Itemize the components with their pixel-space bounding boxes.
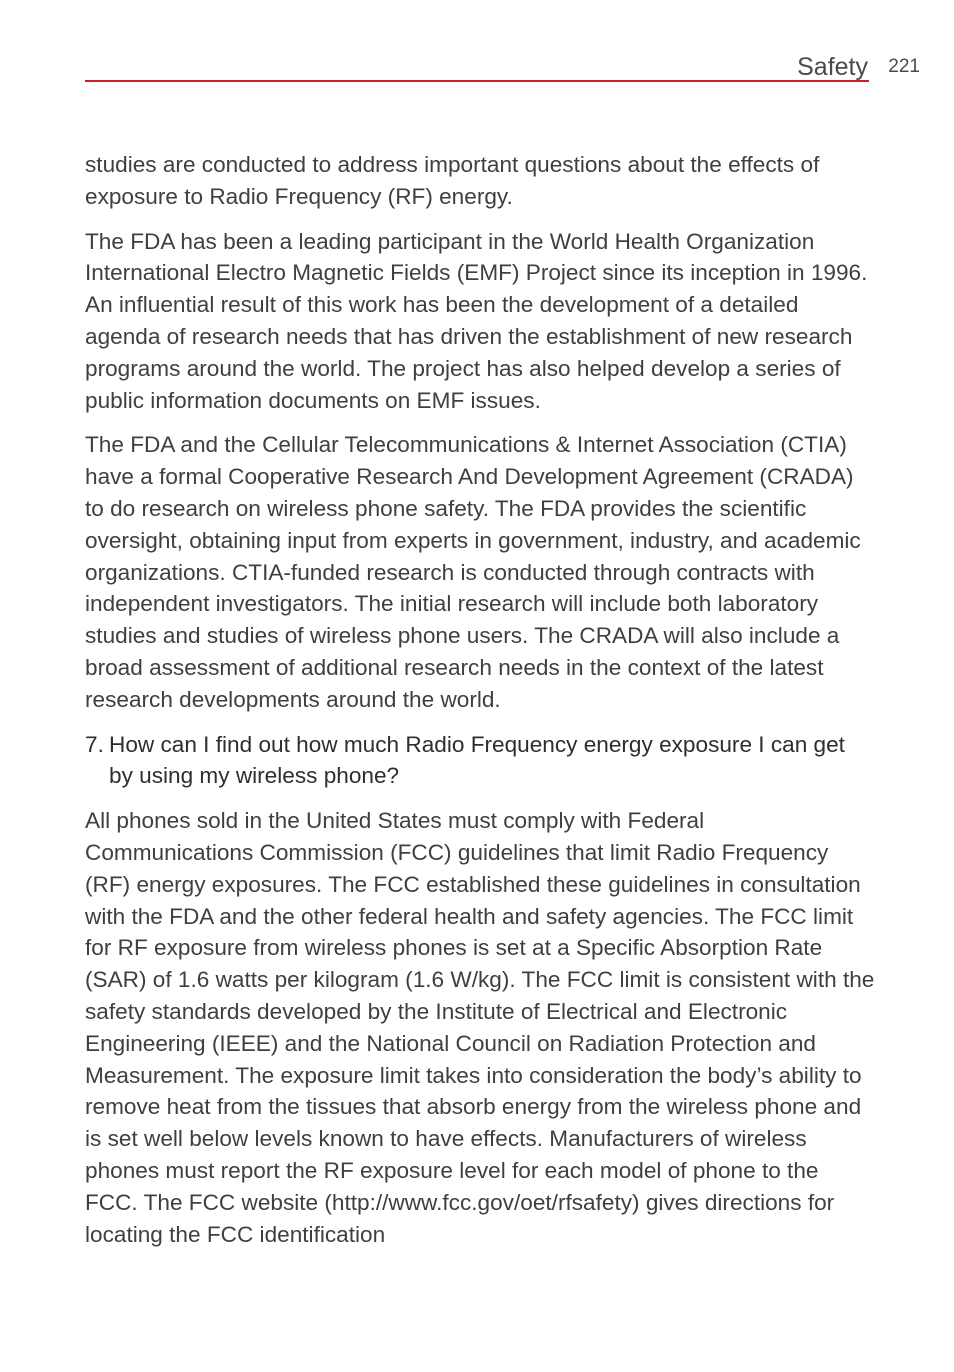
page-body — [85, 149, 875, 1263]
section-title: Safety — [797, 53, 868, 81]
body-paragraph: The FDA and the Cellular Telecommunications & Internet Association (CTIA) have a formal Cooperative Research And Development Agreement (CRADA) to do research on wireless phone safety. The FDA provides the scientific oversight, obtaining input from experts in government, industry, and academic organizations. CTIA-funded research is conducted through contracts with independent investigators. The initial research will include both laboratory studies and studies of wireless phone users. The CRADA will also include a broad assessment of additional research needs in the context of the latest research developments around the world. — [85, 432, 861, 712]
faq-question — [85, 729, 875, 793]
body-paragraph: The FDA has been a leading participant in the World Health Organization International Electro Magnetic Fields (EMF) Project since its inception in 1996. An influential result of this work has been the development of a detailed agenda of research needs that has driven the establishment of new research programs around the world. The project has also helped develop a series of public information documents on EMF issues. — [85, 228, 868, 413]
page-number: 221 — [888, 56, 920, 77]
page-header — [85, 50, 920, 84]
question-text: How can I find out how much Radio Frequency energy exposure I can get by using my wireless phone? — [109, 731, 845, 789]
question-number: 7. — [85, 731, 104, 757]
answer-paragraph: All phones sold in the United States must comply with Federal Communications Commission (FCC) guidelines that limit Radio Frequency (RF) energy exposures. The FCC established these guidelines in consultation with the FDA and the other federal health and safety agencies. The FCC limit for RF exposure from wireless phones is set at a Specific Absorption Rate (SAR) of 1.6 watts per kilogram (1.6 W/kg). The FCC limit is consistent with the safety standards developed by the Institute of Electrical and Electronic Engineering (IEEE) and the National Council on Radiation Protection and Measurement. The exposure limit takes into consideration the body’s ability to remove heat from the tissues that absorb energy from the wireless phone and is set well below levels known to have effects. Manufacturers of wireless phones must report the RF exposure level for each model of phone to the FCC. The FCC website (http://www.fcc.gov/oet/rfsafety) gives directions for locating the FCC identification — [85, 808, 875, 1247]
body-paragraph: studies are conducted to address important questions about the effects of exposure to Radio Frequency (RF) energy. — [85, 152, 820, 209]
header-rule — [85, 80, 869, 82]
